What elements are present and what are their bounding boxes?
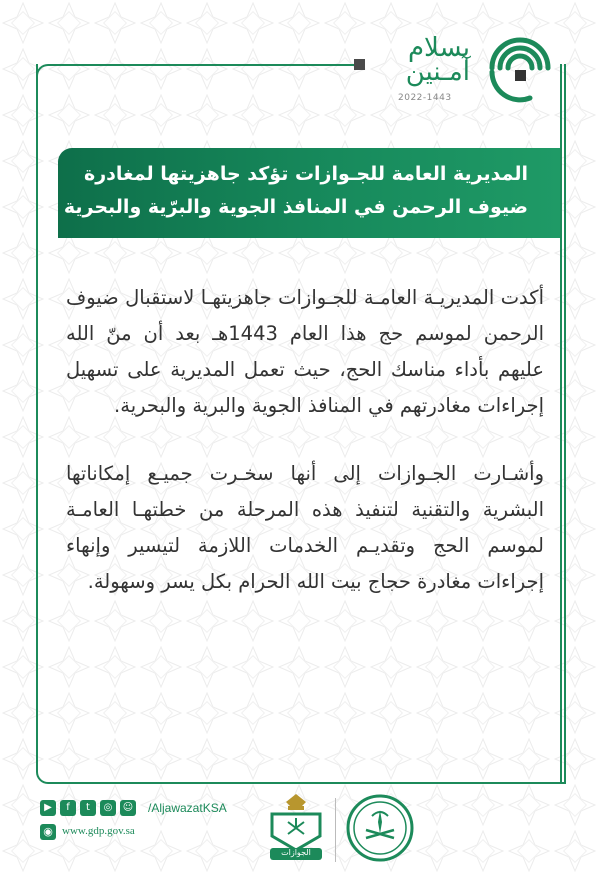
logo-year: 2022-1443 [398, 93, 452, 103]
headline-line-1: المديرية العامة للجـوازات تؤكد جاهزيتها لمغادرة [84, 163, 528, 185]
article-body [66, 280, 544, 632]
headline [58, 158, 528, 224]
instagram-icon[interactable]: ◎ [100, 800, 116, 816]
emblem-label: الجوازات [281, 848, 311, 857]
campaign-logo-text [405, 33, 470, 87]
footer [0, 790, 600, 875]
social-links [40, 800, 136, 820]
footer-divider [335, 798, 336, 862]
logo-line-2: آمـنين [405, 57, 470, 87]
paragraph-1: أكدت المديريـة العامـة للجـوازات جاهزيتهـا لاستقبال ضيوف الرحمن لموسم حج هذا العام 1443هـ بعد أن منّ الله عليهم بأداء مناسك الحج، حيث تعمل المديرية على تسهيل إجراءات مغادرتهم في المنافذ الجوية والبرية والبحرية. [66, 286, 544, 417]
youtube-icon[interactable]: ▶ [40, 800, 56, 816]
social-handle[interactable]: /AljawazatKSA [148, 801, 227, 815]
frame-right-line [560, 64, 562, 782]
twitter-icon[interactable]: t [80, 800, 96, 816]
website-link[interactable]: www.gdp.gov.sa [62, 825, 135, 837]
headline-banner [58, 148, 560, 238]
logo-line-1: بسلام [407, 33, 470, 63]
facebook-icon[interactable]: f [60, 800, 76, 816]
snapchat-icon[interactable]: ☺ [120, 800, 136, 816]
globe-icon: ◉ [40, 824, 56, 840]
paragraph-2: وأشـارت الجـوازات إلى أنها سخـرت جميـع إمكاناتها البشرية والتقنية لتنفيذ هذه المرحلة من خطتهـا العامـة لموسم الحج وتقديـم الخدمات اللازمة لتيسير وإنهاء إجراءات مغادرة حجاج بيت الله الحرام بكل يسر وسهولة. [66, 462, 544, 593]
headline-line-2: ضيوف الرحمن في المنافذ الجوية والبرّية والبحرية [63, 196, 528, 218]
ministry-seal-icon [346, 794, 414, 862]
